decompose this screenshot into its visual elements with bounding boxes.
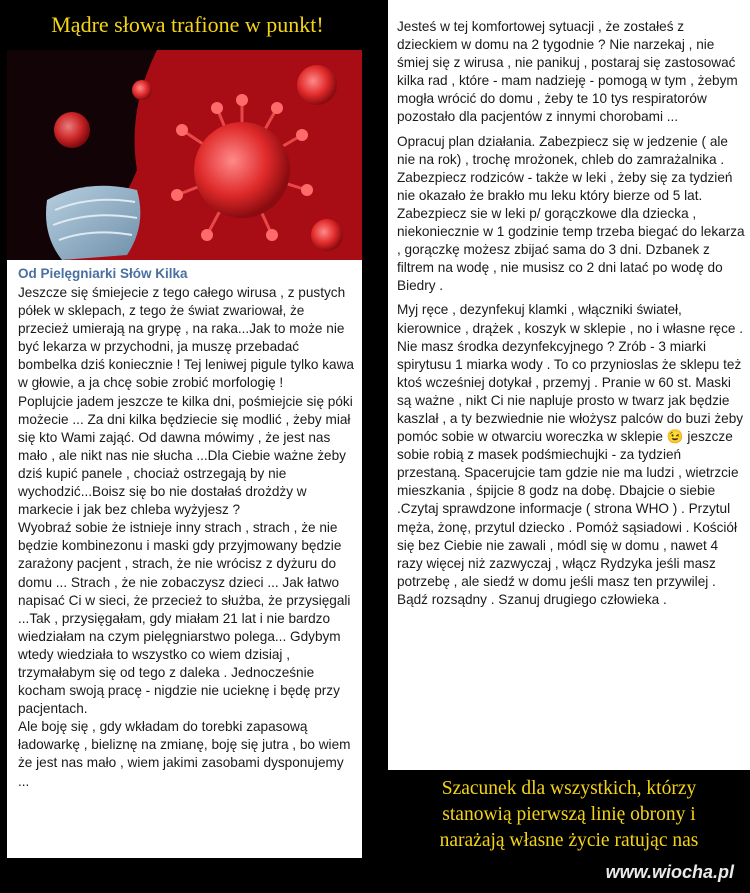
paragraph: Ale boję się , gdy wkładam do torebki zapasową ładowarkę , bieliznę na zmianę, boję się jutra , bo wiem że jest nas mało , wiem jakimi zasobami dysponujemy ... (18, 719, 351, 789)
paragraph: Jeszcze się śmiejecie z tego całego wirusa , z pustych półek w sklepach, z tego że świat zwariował, że przecież umierają na grypę , na raka...Jak to może nie być lekarza w przychodni, ja muszę przebadać bombelka dziś koniecznie ! Tej leniwej pigule tylko kawa w głowie, a ja chcę sobie zrobić morfologię ! (18, 285, 354, 391)
caption-line: Szacunek dla wszystkich, którzy (441, 778, 697, 799)
caption-line: stanowią pierwszą linię obrony i (442, 804, 696, 825)
article-card-left (7, 50, 362, 858)
paragraph: Jesteś w tej komfortowej sytuacji , że zostałeś z dzieckiem w domu na 2 tygodnie ? Nie narzekaj , nie śmiej się z wirusa , nie panikuj , postaraj się zastosować kilka rad , które - mam nadzieję - pomogą w tym , żebym mogła wrócić do domu , żeby te 10 tys respiratorów pozostało dla pacjentów z innymi chorobami ... (397, 19, 738, 125)
site-watermark: www.wiocha.pl (605, 862, 734, 882)
article-body-left (18, 284, 358, 791)
paragraph: Wyobraź sobie że istnieje inny strach , strach , że nie będzie kombinezonu i maski gdy przyjmowany będzie zarażony pacjent , strach, że nie wrócisz z dyżuru do domu ... Strach , że nie zobaczysz dzieci ... Jak łatwo napisać Ci w sieci, że przecież to służba, że przysięgali ...Tak , przysięgałam, gdy miałam 21 lat i nie bardzo wiedziałam na czym pielęgniarstwo polega... Gdybym wtedy wiedziała to wszystko co wiem dzisiaj , trzymałabym się od tego z daleka . Jednocześnie kocham swoją pracę - nigdzie nie ucieknę i będę przy pacjentach. (18, 520, 351, 717)
virus-mask-illustration (7, 50, 362, 260)
paragraph: Poplujcie jadem jeszcze te kilka dni, pośmiejcie się póki możecie ... Za dni kilka będziecie się modlić , żeby miał się kto Wami zająć. Od dawna mówimy , że jest nas mało , ale nikt nas nie słucha ...Dla Ciebie ważne żeby dziś kupić panele , chociaż ostrzegają by nie wychodzić...Boisz się bo nie dostałaś drożdży w markecie i jak bez chleba wyżyjesz ? (18, 393, 353, 518)
paragraph: Opracuj plan działania. Zabezpiecz się w jedzenie ( ale nie na rok) , trochę mrożonek, chleb do zamrażalnika . Zabezpiecz rodziców - także w leki , żeby się za tydzień nie okazało że brakło mu leku który bierze od 5 lat. Zabezpiecz sie w leki p/ gorączkowe dla dziecka , niekoniecznie w 1 godzinie temp trzeba biegać do lekarza , gorączkę możesz zbijać sama do 3 dni. Dzbanek z filtrem na wodę , nie musisz co 2 dni latać po wodę do Biedry . (397, 133, 745, 294)
page-title: Mądre słowa trafione w punkt! (0, 0, 375, 50)
respect-caption (388, 770, 750, 858)
article-body-right (397, 18, 745, 609)
paragraph: Myj ręce , dezynfekuj klamki , włączniki świateł, kierownice , drążek , koszyk w sklepie , no i własne ręce . Nie masz środka dezynfekcyjnego ? Zrób - 3 miarki spirytusu 1 miarka wody . To co przynioslas że sklepu też ktoś wcześniej dotykał , przemyj . Pranie w 60 st. Maski są ważne , nikt Ci nie napluje prosto w twarz jak będzie kaszlał , a ty bezwiednie nie włożysz palców do buzi żeby pomóc sobie w otwarciu woreczka w sklepie 😉 jeszcze sobie robią z masek podśmiechujki - za tydzień przestaną. Spacerujcie tam gdzie nie ma ludzi , wietrzcie mieszkania , śpijcie 8 godz na dobę. Dbajcie o siebie .Czytaj sprawdzone informacje ( strona WHO ) . Przytul męża, żonę, przytul dziecko . Pomóż sąsiadowi . Kościół się bez Ciebie nie zawali , módl się w domu , nawet 4 razy więcej niż zazwyczaj , włącz Rydzyka jeśli masz potrzebę , ale siedź w domu jeśli masz ten przywilej . Bądź rozsądny . Szanuj drugiego człowieka . (397, 302, 744, 607)
article-title: Od Pielęgniarki Słów Kilka (18, 266, 188, 281)
article-card-right (388, 0, 750, 770)
caption-line: narażają własne życie ratując nas (439, 830, 699, 851)
